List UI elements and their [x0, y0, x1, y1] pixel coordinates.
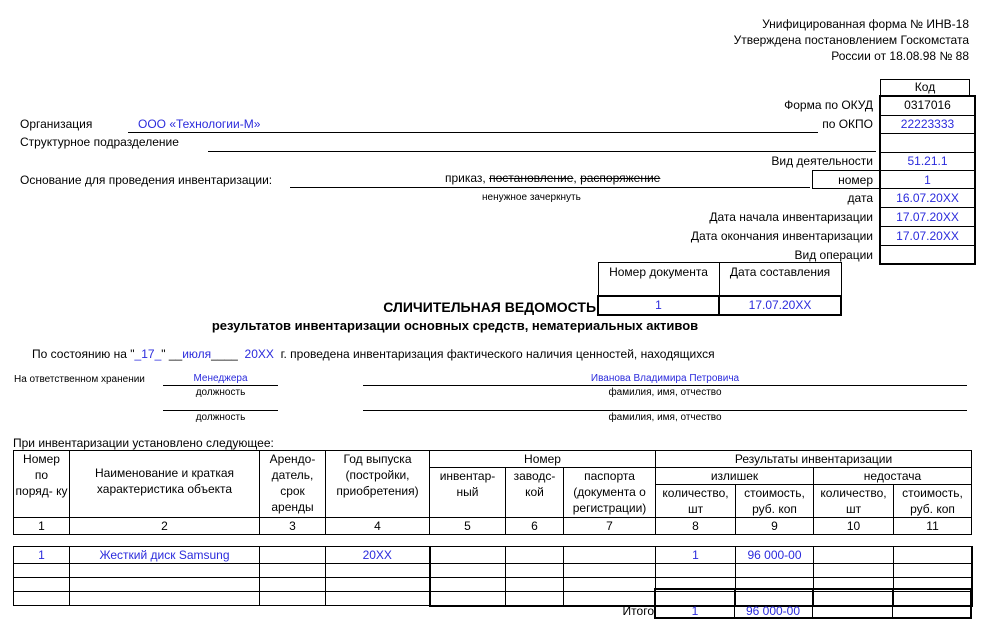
custody-name-line	[363, 385, 967, 386]
start-date-label: Дата начала инвентаризации	[709, 210, 873, 224]
approval-line: Утверждена постановлением Госкомстата	[733, 33, 969, 47]
col-header-number-group: Номер	[430, 451, 656, 468]
state-prefix: По состоянию на "	[32, 347, 135, 361]
cell-lessor	[260, 578, 326, 592]
col-header-cost-shortage: стоимость, руб. коп	[894, 485, 972, 518]
end-date-value: 17.07.20XX	[896, 229, 959, 243]
document-subtitle: результатов инвентаризации основных средств, нематериальных активов	[211, 318, 699, 333]
col-header-factory: заводс- кой	[506, 468, 564, 518]
okud-value: 0317016	[904, 98, 951, 112]
basis-option-resolution: постановление	[489, 171, 574, 185]
end-date-label: Дата окончания инвентаризации	[690, 229, 873, 243]
cell-lessor	[260, 547, 326, 564]
data-value: 16.07.20XX	[896, 191, 959, 205]
cell-cost-surplus: 96 000-00	[736, 547, 814, 564]
code-row-divider	[880, 188, 975, 189]
doc-info-table	[597, 262, 842, 316]
org-value: ООО «Технологии-М»	[138, 117, 261, 131]
cell-year	[326, 564, 430, 578]
col-header-shortage: недостача	[814, 468, 972, 485]
org-underline	[128, 132, 818, 133]
cell-lessor	[260, 564, 326, 578]
cell-passport	[564, 564, 656, 578]
cell-name	[70, 578, 260, 592]
custody-position: Менеджера	[193, 373, 248, 384]
col-header-inv: инвентар- ный	[430, 468, 506, 518]
okpo-value: 22223333	[900, 117, 955, 131]
cell-passport	[564, 547, 656, 564]
table-row	[14, 564, 972, 578]
activity-label: Вид деятельности	[771, 154, 873, 168]
basis-label: Основание для проведения инвентаризации:	[20, 173, 273, 187]
col-header-passport: паспорта (документа о регистрации)	[564, 468, 656, 518]
custody-name-caption: фамилия, имя, отчество	[608, 387, 722, 398]
cell-factory	[506, 564, 564, 578]
basis-options	[445, 171, 660, 185]
basis-separator: ,	[573, 171, 581, 185]
total-divider	[812, 589, 813, 618]
table-row	[14, 547, 972, 564]
total-cost: 96 000-00	[745, 604, 801, 618]
start-date-value: 17.07.20XX	[896, 210, 959, 224]
col-header-lessor: Арендо- датель, срок аренды	[260, 451, 326, 518]
custody-position-caption-2: должность	[195, 412, 246, 423]
basis-hint: ненужное зачеркнуть	[482, 192, 581, 203]
cell-factory	[506, 592, 564, 606]
code-row-divider	[880, 115, 975, 116]
code-row-divider	[880, 207, 975, 208]
document-title: СЛИЧИТЕЛЬНАЯ ВЕДОМОСТЬ	[383, 299, 596, 315]
col-number: 2	[70, 518, 260, 535]
cell-year	[326, 578, 430, 592]
cell-num	[14, 564, 70, 578]
code-row-divider	[880, 226, 975, 227]
org-label: Организация	[20, 117, 93, 131]
col-header-num: Номер по поряд- ку	[14, 451, 70, 518]
cell-name	[70, 564, 260, 578]
activity-value: 51.21.1	[907, 154, 948, 168]
cell-cost-surplus	[736, 564, 814, 578]
col-number: 6	[506, 518, 564, 535]
doc-date-header: Дата составления	[719, 263, 841, 296]
okpo-label: по ОКПО	[822, 117, 873, 131]
cell-name	[70, 592, 260, 606]
form-code-line: Унифицированная форма № ИНВ-18	[762, 17, 969, 31]
operation-label: Вид операции	[794, 248, 873, 262]
state-sep2: ____	[211, 347, 238, 361]
col-header-cost-surplus: стоимость, руб. коп	[736, 485, 814, 518]
nomer-value: 1	[924, 173, 931, 187]
col-number: 5	[430, 518, 506, 535]
basis-option-directive: распоряжение	[580, 171, 661, 185]
custody-position-caption: должность	[195, 387, 246, 398]
col-number: 8	[656, 518, 736, 535]
col-number: 4	[326, 518, 430, 535]
total-qty: 1	[691, 604, 699, 618]
cell-qty-surplus	[656, 564, 736, 578]
col-header-name: Наименование и краткая характеристика объекта	[70, 451, 260, 518]
kod-header: Код	[880, 79, 970, 96]
data-label: дата	[847, 191, 873, 205]
cell-inv	[430, 578, 506, 592]
custody-name-caption-2: фамилия, имя, отчество	[608, 412, 722, 423]
cell-inv	[430, 592, 506, 606]
col-header-qty-shortage: количество, шт	[814, 485, 894, 518]
doc-number-header: Номер документа	[598, 263, 719, 296]
col-number: 7	[564, 518, 656, 535]
col-number: 10	[814, 518, 894, 535]
cell-year: 20XX	[326, 547, 430, 564]
state-sep: " __	[161, 347, 183, 361]
table-spacer	[14, 535, 972, 547]
cell-factory	[506, 547, 564, 564]
cell-year	[326, 592, 430, 606]
col-number: 3	[260, 518, 326, 535]
custody-name-line-2	[363, 410, 967, 411]
code-row-divider	[880, 152, 975, 153]
custody-position-line-2	[163, 410, 278, 411]
cell-num	[14, 578, 70, 592]
col-header-qty-surplus: количество, шт	[656, 485, 736, 518]
cell-num: 1	[14, 547, 70, 564]
doc-date-value: 17.07.20XX	[719, 296, 841, 315]
basis-option-order: приказ,	[445, 171, 490, 185]
cell-inv	[430, 564, 506, 578]
total-divider	[892, 589, 893, 618]
state-year: 20XX	[244, 347, 274, 361]
approval-date-line: России от 18.08.98 № 88	[831, 49, 969, 63]
cell-inv	[430, 547, 506, 564]
cell-lessor	[260, 592, 326, 606]
division-underline	[208, 151, 876, 152]
state-suffix: г. проведена инвентаризация фактического наличия ценностей, находящихся	[280, 347, 715, 361]
cell-num	[14, 592, 70, 606]
code-row-divider	[880, 170, 975, 171]
basis-underline	[290, 187, 810, 188]
col-header-surplus: излишек	[656, 468, 814, 485]
col-number: 1	[14, 518, 70, 535]
state-line	[32, 347, 715, 361]
inventory-table	[13, 450, 973, 607]
cell-cost-shortage	[894, 564, 972, 578]
cell-name: Жесткий диск Samsung	[70, 547, 260, 564]
cell-factory	[506, 578, 564, 592]
division-label: Структурное подразделение	[20, 135, 179, 149]
nomer-label: номер	[838, 173, 873, 187]
col-header-year: Год выпуска (постройки, приобретения)	[326, 451, 430, 518]
okud-label: Форма по ОКУД	[784, 98, 873, 112]
state-day: _17_	[134, 347, 162, 361]
col-number: 11	[894, 518, 972, 535]
code-row-divider	[880, 245, 975, 246]
custody-label: На ответственном хранении	[14, 374, 145, 385]
cell-passport	[564, 578, 656, 592]
table-intro: При инвентаризации установлено следующее:	[13, 436, 274, 450]
state-month: июля	[182, 347, 212, 361]
cell-qty-shortage	[814, 564, 894, 578]
cell-qty-surplus: 1	[656, 547, 736, 564]
total-label: Итого	[622, 604, 654, 618]
col-header-results: Результаты инвентаризации	[656, 451, 972, 468]
code-row-divider	[880, 133, 975, 134]
doc-number-value: 1	[598, 296, 719, 315]
custody-position-line	[163, 385, 278, 386]
col-number: 9	[736, 518, 814, 535]
custody-name: Иванова Владимира Петровича	[590, 373, 740, 384]
cell-qty-shortage	[814, 547, 894, 564]
cell-cost-shortage	[894, 547, 972, 564]
